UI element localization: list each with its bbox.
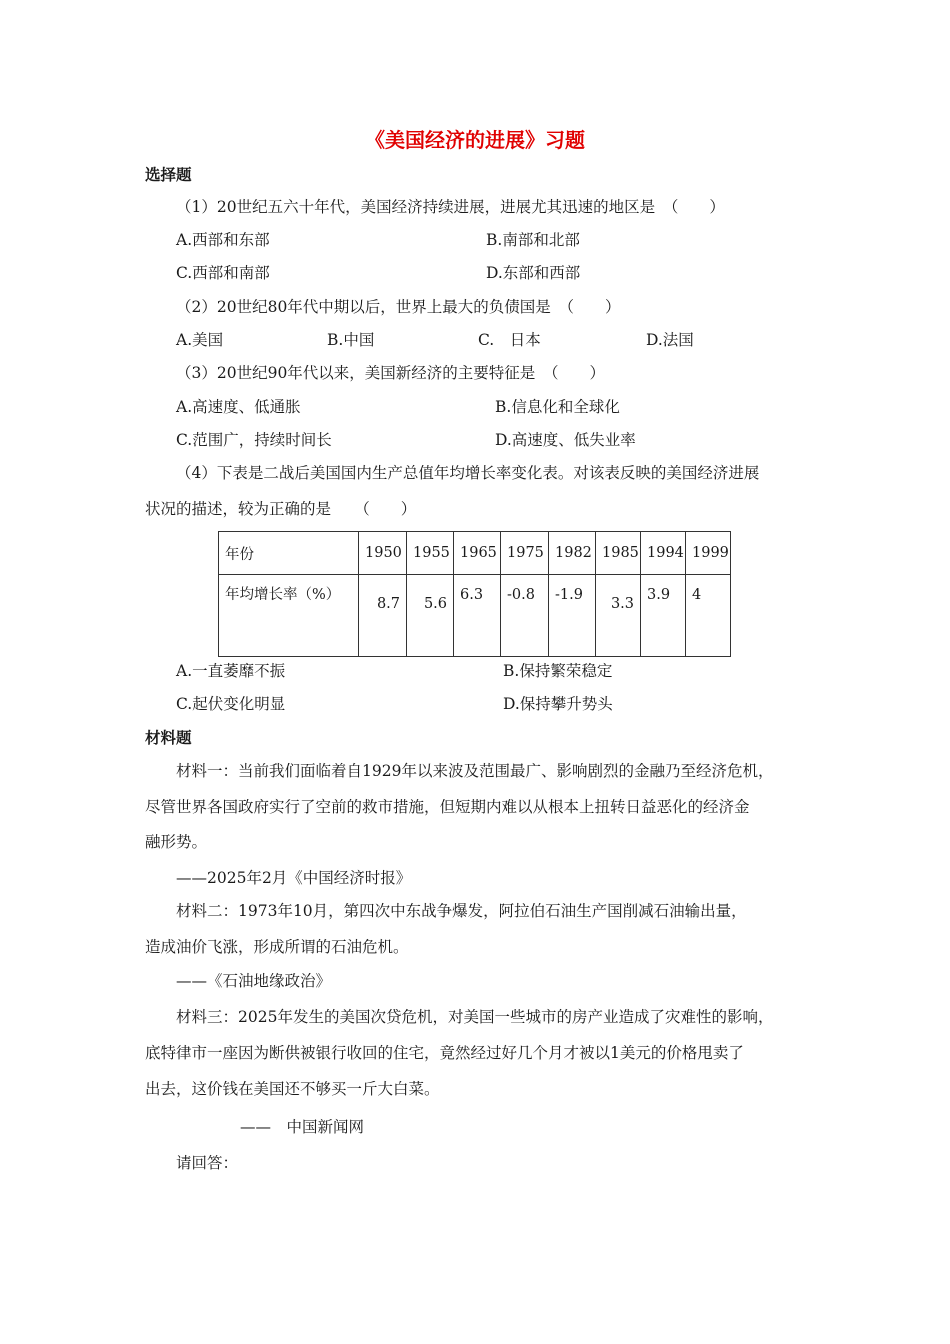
material-1-line2: 尽管世界各国政府实行了空前的救市措施，但短期内难以从根本上扭转日益恶化的经济金	[145, 798, 750, 816]
table-cell-year: 1985	[596, 532, 641, 575]
question-3-stem: （3）20世纪90年代以来，美国新经济的主要特征是 （ ）	[176, 364, 606, 382]
material-2-source: ——《石油地缘政治》	[176, 972, 332, 990]
q3-option-b: B.信息化和全球化	[495, 398, 620, 416]
material-3-line3: 出去，这价钱在美国还不够买一斤大白菜。	[145, 1080, 440, 1098]
q2-option-a: A.美国	[176, 331, 224, 349]
question-4-stem-line1: （4）下表是二战后美国国内生产总值年均增长率变化表。对该表反映的美国经济进展	[176, 464, 760, 482]
q4-option-c: C.起伏变化明显	[176, 695, 286, 713]
q3-option-a: A.高速度、低通胀	[176, 398, 301, 416]
material-3-line1: 材料三：2025年发生的美国次贷危机，对美国一些城市的房产业造成了灾难性的影响，	[176, 1008, 774, 1026]
q1-option-c: C.西部和南部	[176, 264, 270, 282]
table-header-rate: 年均增长率（%）	[219, 575, 359, 657]
q4-option-a: A.一直萎靡不振	[176, 662, 286, 680]
table-cell-rate: 3.3	[596, 575, 641, 657]
q3-option-d: D.高速度、低失业率	[495, 431, 636, 449]
q2-option-c: C. 日本	[478, 331, 541, 349]
table-cell-year: 1975	[501, 532, 549, 575]
table-header-year: 年份	[219, 532, 359, 575]
table-row-rates	[219, 575, 731, 657]
table-cell-rate: 5.6	[407, 575, 454, 657]
page-title: 《美国经济的进展》习题	[365, 128, 585, 152]
q1-option-d: D.东部和西部	[486, 264, 581, 282]
table-cell-rate: 6.3	[454, 575, 501, 657]
question-2-stem: （2）20世纪80年代中期以后，世界上最大的负债国是 （ ）	[176, 298, 621, 316]
question-1-stem: （1）20世纪五六十年代，美国经济持续进展，进展尤其迅速的地区是 （ ）	[176, 198, 725, 216]
answer-prompt: 请回答：	[176, 1154, 239, 1172]
table-cell-year: 1999	[686, 532, 731, 575]
table-cell-year: 1965	[454, 532, 501, 575]
material-2-line1: 材料二：1973年10月，第四次中东战争爆发，阿拉伯石油生产国削减石油输出量，	[176, 902, 747, 920]
table-cell-year: 1955	[407, 532, 454, 575]
material-1-source: ——2025年2月《中国经济时报》	[176, 869, 412, 887]
q2-option-d: D.法国	[646, 331, 694, 349]
q1-option-a: A.西部和东部	[176, 231, 270, 249]
q4-option-d: D.保持攀升势头	[503, 695, 613, 713]
material-1-line1: 材料一：当前我们面临着自1929年以来波及范围最广、影响剧烈的金融乃至经济危机，	[176, 762, 774, 780]
table-cell-rate: 4	[686, 575, 731, 657]
table-cell-rate: 8.7	[359, 575, 407, 657]
gdp-growth-table	[218, 531, 731, 657]
q3-option-c: C.范围广，持续时间长	[176, 431, 332, 449]
material-1-line3: 融形势。	[145, 833, 208, 851]
material-3-line2: 底特律市一座因为断供被银行收回的住宅，竟然经过好几个月才被以1美元的价格甩卖了	[145, 1044, 744, 1062]
q1-option-b: B.南部和北部	[486, 231, 580, 249]
table-cell-rate: 3.9	[641, 575, 686, 657]
table-row-years	[219, 532, 731, 575]
table-cell-year: 1982	[549, 532, 596, 575]
table-cell-rate: -0.8	[501, 575, 549, 657]
section-heading-choice: 选择题	[145, 165, 192, 184]
table-cell-rate: -1.9	[549, 575, 596, 657]
table-cell-year: 1994	[641, 532, 686, 575]
q2-option-b: B.中国	[327, 331, 375, 349]
section-heading-material: 材料题	[145, 728, 192, 747]
q4-option-b: B.保持繁荣稳定	[503, 662, 613, 680]
question-4-stem-line2: 状况的描述，较为正确的是 （ ）	[145, 500, 417, 518]
material-3-source: —— 中国新闻网	[240, 1118, 365, 1136]
material-2-line2: 造成油价飞涨，形成所谓的石油危机。	[145, 938, 409, 956]
table-cell-year: 1950	[359, 532, 407, 575]
